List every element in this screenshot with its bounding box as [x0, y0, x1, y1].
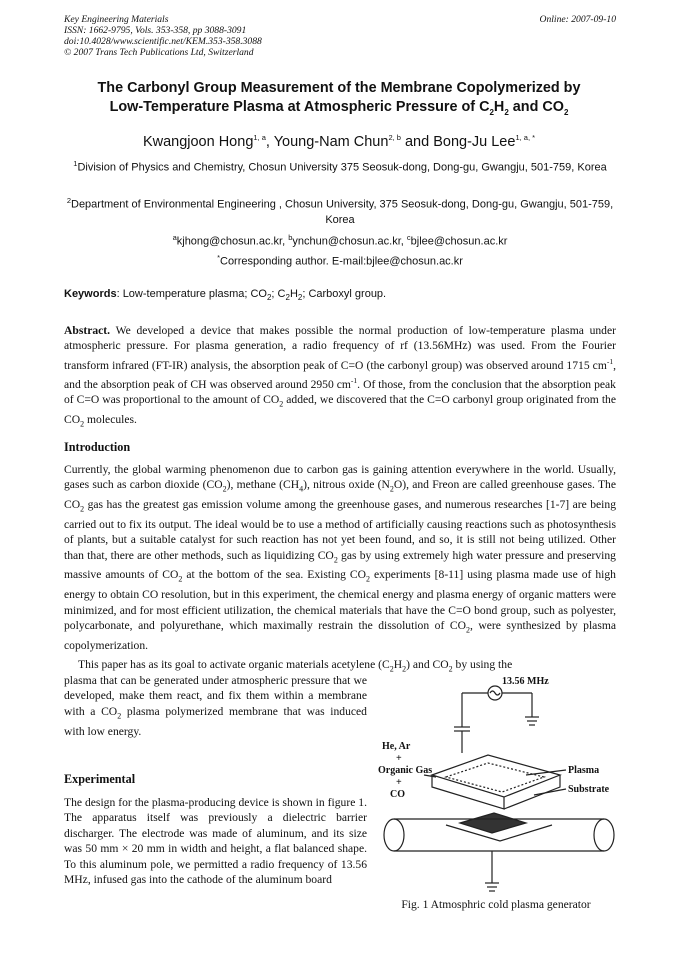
title-line-1: The Carbonyl Group Measurement of the Membrane Copolymerized by [97, 80, 581, 96]
emails: $^a$kjhong@chosun.ac.kr, $^b$ynchun@chosun.ac.kr, $^c$bjlee@chosun.ac.kr [172, 233, 508, 248]
journal-name: Key Engineering Materials [64, 14, 169, 25]
plasma-generator-figure [376, 675, 616, 915]
fig-plus-1: + [396, 753, 402, 764]
issn: ISSN: 1662-9795, Vols. 353-358, pp 3088-3091 [64, 25, 247, 36]
introduction-paragraph-3: plasma that can be generated under atmospheric pressure that we developed, make them react, and fix them within a membrane with a $CO_2$ plasma polymerized membrane that was induced with low energy. [64, 674, 367, 738]
fig-gas-line-2: Organic Gas [378, 765, 433, 776]
affiliation-2: $^2$Department of Environmental Engineering , Chosun University, 375 Seosuk-dong, Dong-gu, Gwangju, 501-759, Korea [66, 196, 614, 226]
keywords: Keywords: Low-temperature plasma; $CO_2$; $C_2H_2$; Carboxyl group. [64, 288, 387, 303]
introduction-heading: Introduction [64, 440, 131, 454]
doi: doi:10.4028/www.scientific.net/KEM.353-358.3088 [64, 36, 262, 47]
affiliation-1: $^1$Division of Physics and Chemistry, Chosun University 375 Seosuk-dong, Dong-gu, Gwangju, 501-759, Korea [73, 159, 607, 174]
paper-title [50, 79, 628, 122]
fig-plus-2: + [396, 777, 402, 788]
title-line-2: Low-Temperature Plasma at Atmospheric Pressure of $C_2H_2$ and $CO_2$ [109, 99, 569, 117]
corresponding-author: *Corresponding author. E-mail:bjlee@chosun.ac.kr [217, 253, 463, 268]
fig-plasma-label: Plasma [568, 765, 600, 776]
fig-substrate-label: Substrate [568, 784, 610, 795]
fig-gas-line-3: CO [390, 789, 405, 800]
copyright: © 2007 Trans Tech Publications Ltd, Switzerland [64, 47, 254, 58]
plasma-generator-diagram [376, 675, 616, 915]
journal-header [64, 14, 616, 58]
experimental-heading: Experimental [64, 772, 136, 786]
fig-freq-label: 13.56 MHz [502, 676, 549, 687]
introduction-paragraph-2: This paper has as its goal to activate organic materials acetylene $(C_2H_2)$ and $CO_2$ by using the [78, 658, 513, 674]
author-list: Kwangjoon Hong$^{1, a}$, Young-Nam Chun$^{2, b}$ and Bong-Ju Lee$^{1, a, *}$ [142, 133, 536, 150]
online-date: Online: 2007-09-10 [539, 14, 616, 25]
abstract: Abstract. We developed a device that makes possible the normal production of low-temperature plasma under atmospheric pressure. For plasma generation, a radio frequency of rf (13.56MHz) was used. From the Fourier transform infrared (FT-IR) analysis, the absorption peak of C=O (the carbonyl group) was observed around 1715 $cm^{-1}$, and the absorption peak of CH was observed around 2950 $cm^{-1}$. Of those, from the conclusion that the absorption peak of C=O was proportional to the amount of $CO_2$ added, we discovered that the C=O carbonyl group originated from the $CO_2$ molecules. [64, 324, 616, 429]
fig-gas-line-1: He, Ar [382, 741, 411, 752]
figure-caption: Fig. 1 Atmosphric cold plasma generator [401, 898, 591, 911]
experimental-paragraph-1: The design for the plasma-producing device is shown in figure 1. The apparatus itself was previously a dielectric barrier discharger. The electrode was made of aluminum, and its size was 50 mm × 20 mm in width and height, a flat balanced shape. To this aluminum pole, we permitted a radio frequency of 13.56 MHz, infused gas into the cathode of the aluminum board [64, 796, 367, 887]
introduction-paragraph-1: Currently, the global warming phenomenon due to carbon gas is gaining attention everywhere in the world. Usually, gases such as carbon dioxide $(CO_2)$, methane $(CH_4)$, nitrous oxide $(N_2O)$, and Freon are called greenhouse gases. The $CO_2$ gas has the greatest gas emission volume among the greenhouse gases, and numerous researches [1-7] are being carried out to fix its output. The ideal would be to use a method of artificially causing reactions such as photosynthesis of plants, but a suitable catalyst for such reaction has not yet been found, and so, it is still not being utilized. Other than that, there are other methods, such as liquidizing $CO_2$ gas by using extremely high water pressure and preserving massive amounts of $CO_2$ at the bottom of the sea. Existing $CO_2$ experiments [8-11] using plasma made use of high energy to obtain CO resolution, but in this experiment, the chemical energy and plasma energy of organic matters were minimized, and for most efficient utilization, the chemical materials that have the C=O bond group, such as polyester, polycarbonate, and polyurethane, which maximally restrain the dissolution of $CO_2$, were synthesized by plasma copolymerization. [64, 463, 616, 652]
